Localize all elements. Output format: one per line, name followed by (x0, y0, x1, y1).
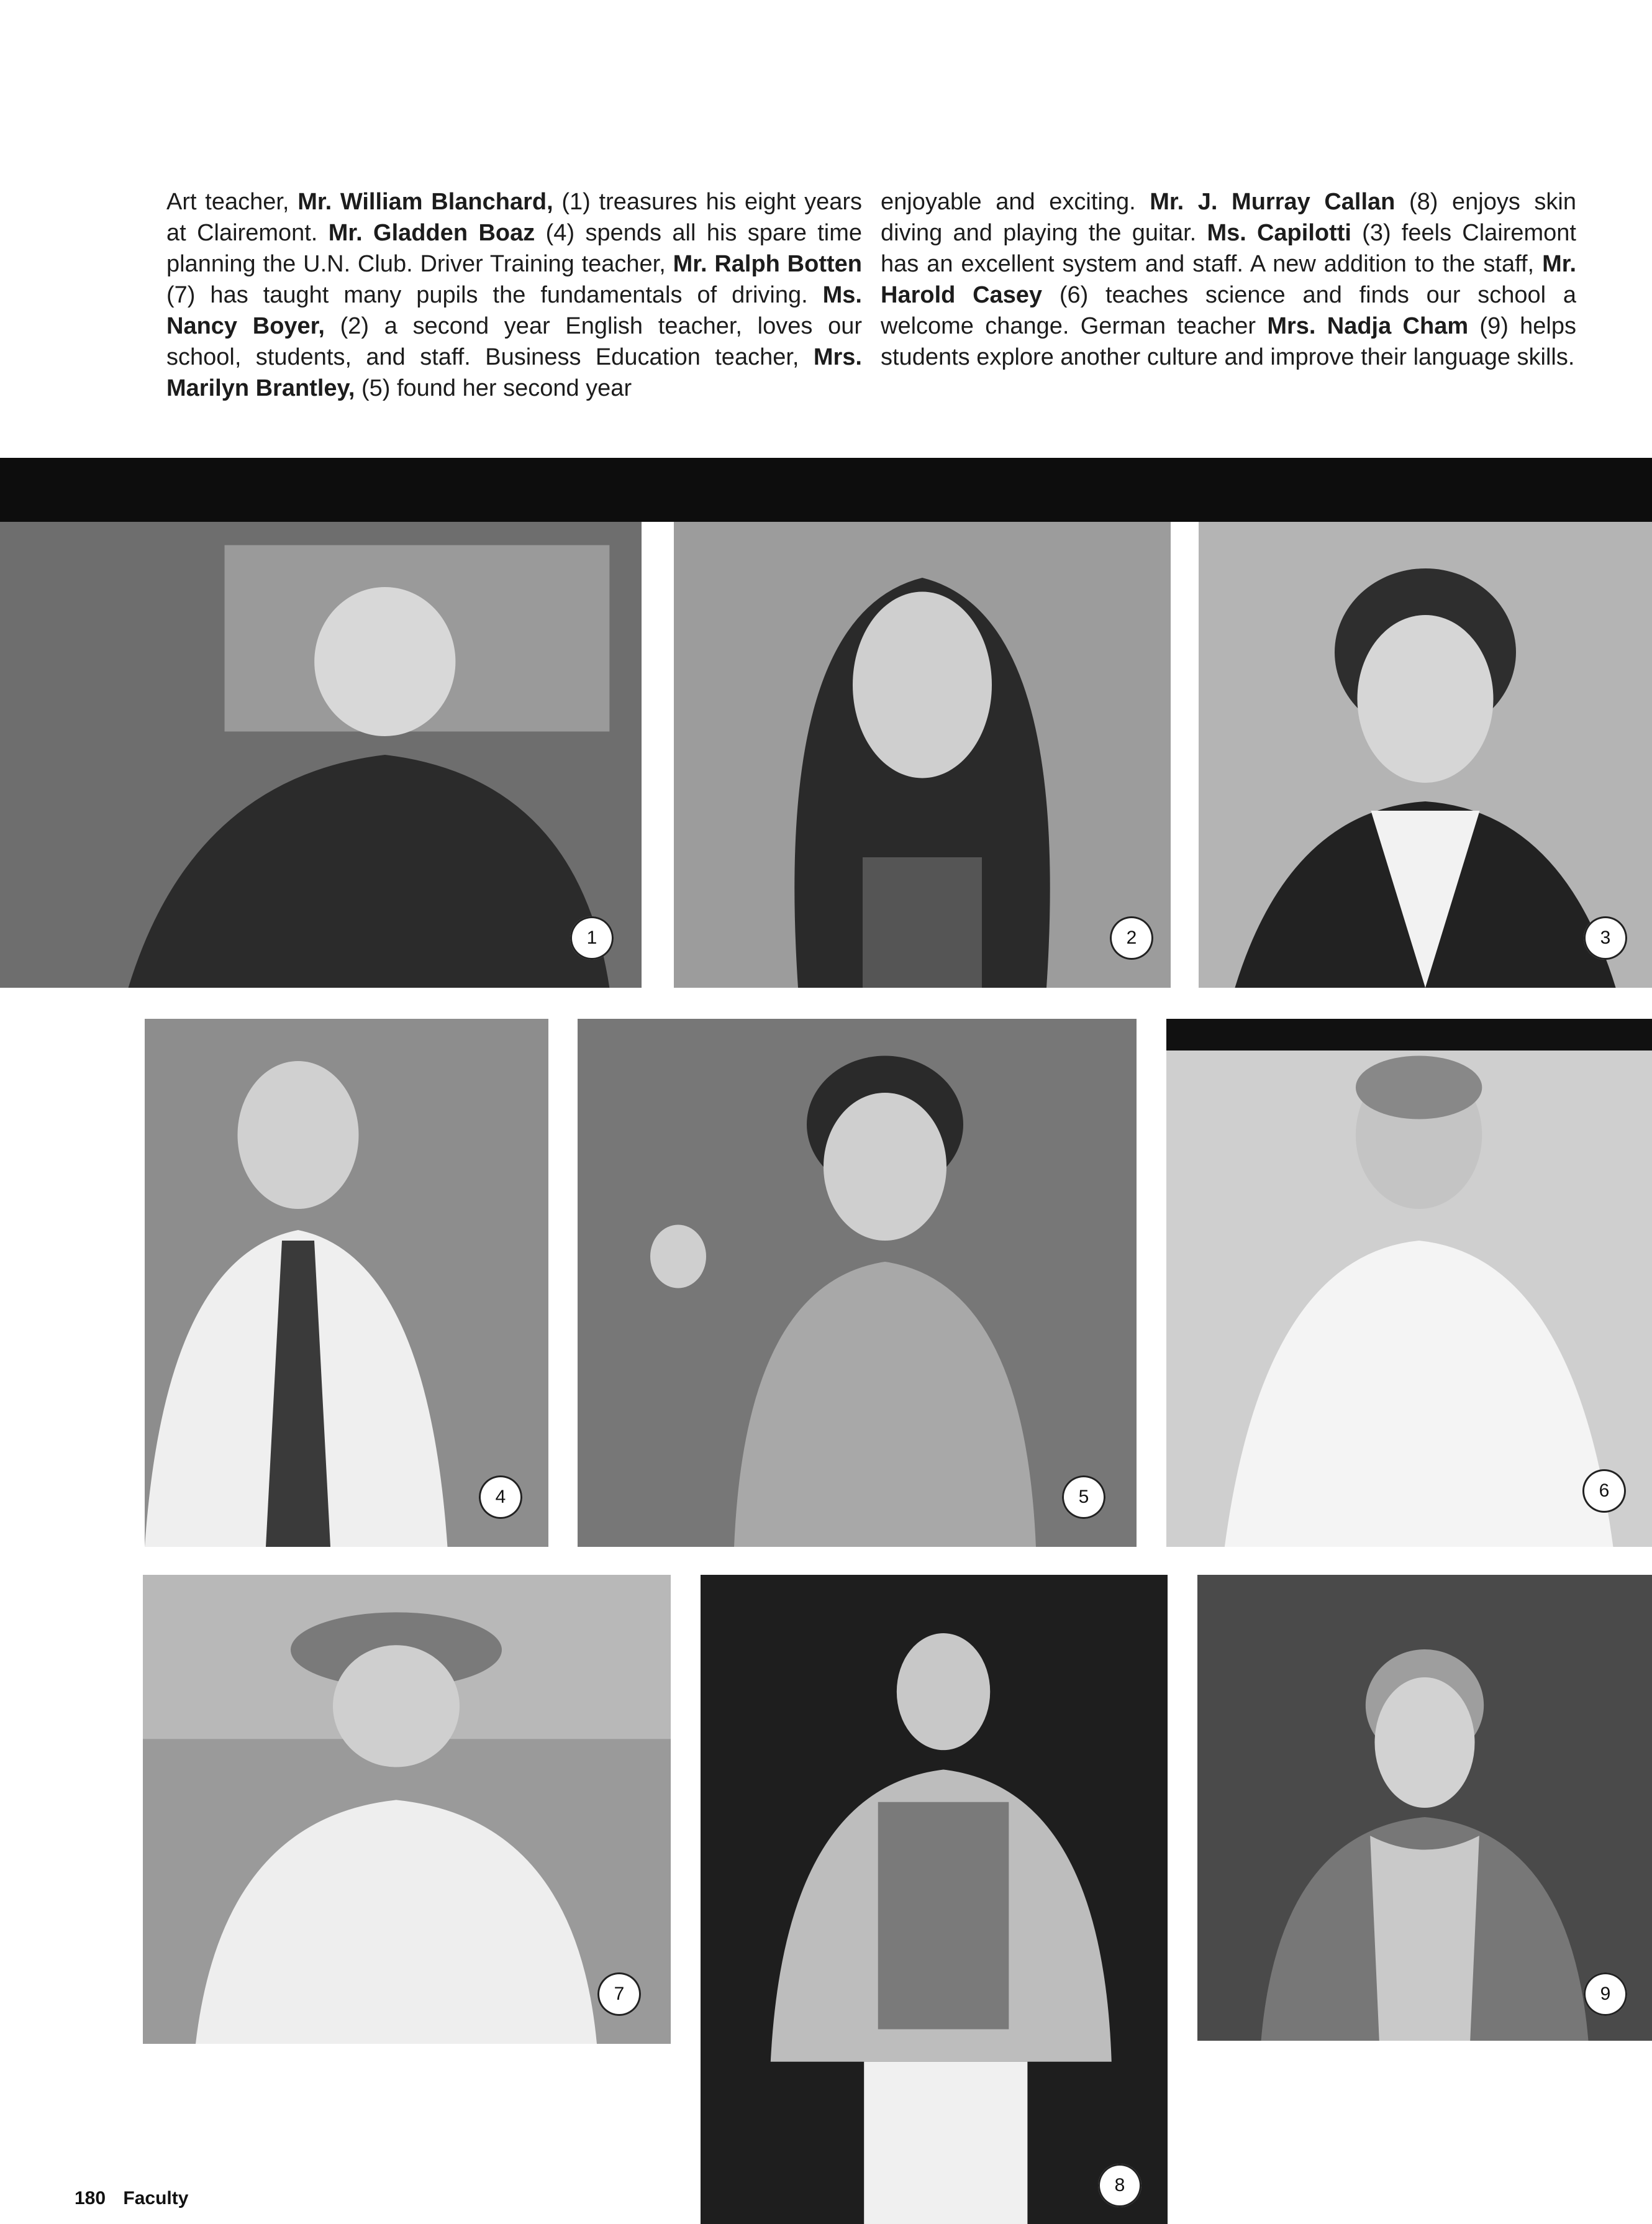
teacher-name: Mr. William Blanchard, (297, 189, 553, 215)
teacher-name: Mr. Ralph Botten (673, 251, 862, 277)
caption-text: (2) a second year English teacher, loves our school, students, and staff. Business Education teacher, (166, 313, 862, 370)
caption-text: (9) helps students explore another culture and improve their language skills. (881, 313, 1576, 370)
photo-1 (0, 522, 642, 988)
page-number: 180 (75, 2188, 106, 2208)
photo-badge: 5 (1062, 1475, 1105, 1519)
teacher-name: Mrs. Nadja Cham (1267, 313, 1469, 339)
caption-text: (3) feels Clairemont has an excellent system and staff. A new addition to the staff, (881, 220, 1576, 277)
section-name: Faculty (123, 2188, 189, 2208)
photo-badge: 6 (1582, 1469, 1626, 1513)
caption-left-text (166, 186, 862, 404)
caption-text: (8) enjoys skin diving and playing the guitar. (881, 189, 1576, 246)
caption-left-column (166, 186, 862, 404)
photo-6 (1166, 1019, 1652, 1547)
photo-9 (1197, 1575, 1652, 2041)
photo-badge: 2 (1110, 916, 1153, 960)
photo-badge: 1 (570, 916, 614, 960)
caption-text: (5) found her second year (355, 375, 632, 401)
photo-4 (145, 1019, 548, 1547)
photo-2 (674, 522, 1171, 988)
photo-5 (578, 1019, 1137, 1547)
teacher-name: Ms. Capilotti (1207, 220, 1351, 246)
caption-text: (7) has taught many pupils the fundamentals of driving. (166, 282, 823, 308)
photo-badge: 9 (1584, 1972, 1627, 2016)
teacher-name: Mrs. Marilyn Brantley, (166, 344, 862, 401)
photo-badge: 7 (597, 1972, 641, 2016)
teacher-name: Mr. J. Murray Callan (1150, 189, 1396, 215)
photo-badge: 4 (479, 1475, 522, 1519)
caption-right-column (881, 186, 1576, 373)
caption-text: (4) spends all his spare time planning the U.N. Club. Driver Training teacher, (166, 220, 863, 277)
photo-3 (1199, 522, 1652, 988)
caption-text: (6) teaches science and finds our school a welcome change. German teacher (881, 282, 1576, 339)
teacher-name: Mr. Gladden Boaz (328, 220, 535, 246)
caption-text: (1) treasures his eight years at Clairemont. (166, 189, 862, 246)
photo-badge: 8 (1098, 2164, 1141, 2207)
photo-badge: 3 (1584, 916, 1627, 960)
teacher-name: Mr. Harold Casey (881, 251, 1576, 308)
photo-8 (701, 1575, 1168, 2224)
photo-7 (143, 1575, 671, 2044)
caption-text: Art teacher, (166, 189, 298, 215)
caption-right-text (881, 186, 1576, 373)
caption-text: enjoyable and exciting. (881, 189, 1150, 215)
teacher-name: Ms. Nancy Boyer, (166, 282, 862, 339)
page-footer (75, 2188, 188, 2209)
black-divider-band (0, 458, 1652, 522)
